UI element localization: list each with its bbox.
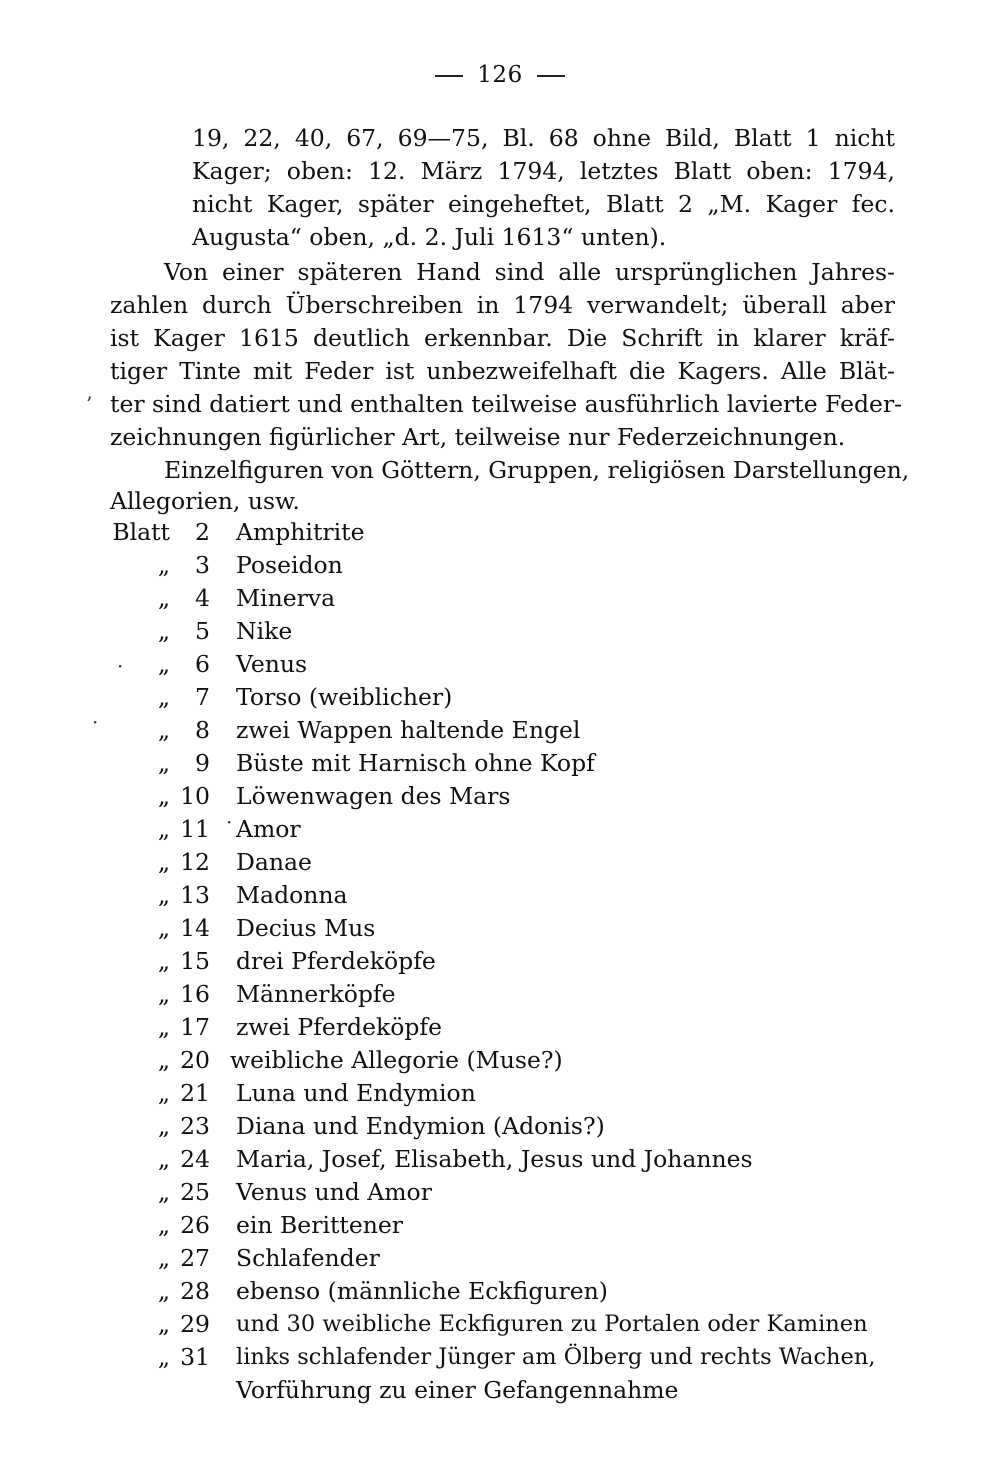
margin-mark: · bbox=[117, 654, 124, 678]
page-number-dash-right bbox=[537, 75, 565, 77]
text-line: Einzelfiguren von Göttern, Gruppen, religiösen Darstellungen, bbox=[164, 456, 910, 484]
entry-title: Madonna bbox=[236, 881, 348, 909]
ditto-mark: „ bbox=[157, 1046, 170, 1074]
entry-title: weibliche Allegorie (Muse?) bbox=[230, 1046, 563, 1074]
text-line: 19, 22, 40, 67, 69—75, Bl. 68 ohne Bild, Blatt 1 nicht bbox=[192, 124, 895, 152]
entry-title: Poseidon bbox=[236, 551, 343, 579]
ditto-mark: „ bbox=[157, 584, 170, 612]
entry-title: Büste mit Harnisch ohne Kopf bbox=[236, 749, 595, 777]
ditto-mark: „ bbox=[157, 1145, 170, 1173]
ditto-mark: „ bbox=[157, 1310, 170, 1338]
entry-number: 15 bbox=[180, 947, 210, 975]
entry-number: 12 bbox=[180, 848, 210, 876]
entry-number: 20 bbox=[180, 1046, 210, 1074]
entry-number: 14 bbox=[180, 914, 210, 942]
entry-title: Amor bbox=[236, 815, 301, 843]
entry-number: 21 bbox=[180, 1079, 210, 1107]
text-line: Augusta“ oben, „d. 2. Juli 1613“ unten). bbox=[192, 223, 667, 251]
entry-number: 31 bbox=[180, 1343, 210, 1371]
entry-title: zwei Wappen haltende Engel bbox=[236, 716, 581, 744]
entry-number: 29 bbox=[180, 1310, 210, 1338]
text-line: Allegorien, usw. bbox=[110, 487, 300, 515]
page-number: 126 bbox=[477, 62, 523, 88]
ditto-mark: „ bbox=[157, 1079, 170, 1107]
text-line: Kager; oben: 12. März 1794, letztes Blatt oben: 1794, bbox=[192, 157, 895, 185]
margin-mark: · bbox=[92, 710, 99, 734]
text-line: zeichnungen figürlicher Art, teilweise nur Federzeichnungen. bbox=[110, 423, 846, 451]
text-line: ist Kager 1615 deutlich erkennbar. Die Schrift in klarer kräf- bbox=[110, 324, 895, 352]
ditto-mark: „ bbox=[157, 1244, 170, 1272]
text-line: tiger Tinte mit Feder ist unbezweifelhaft die Kagers. Alle Blät- bbox=[110, 357, 895, 385]
entry-title: Männerköpfe bbox=[236, 980, 396, 1008]
entry-title: Minerva bbox=[236, 584, 336, 612]
ditto-mark: „ bbox=[157, 551, 170, 579]
ditto-mark: „ bbox=[157, 617, 170, 645]
entry-title: zwei Pferdeköpfe bbox=[236, 1013, 443, 1041]
entry-title: ein Berittener bbox=[236, 1211, 404, 1239]
margin-mark: ’ bbox=[86, 392, 93, 416]
text-line: zahlen durch Überschreiben in 1794 verwandelt; überall aber bbox=[110, 291, 895, 319]
text-line: ter sind datiert und enthalten teilweise ausführlich lavierte Feder- bbox=[110, 390, 903, 418]
entry-title: ebenso (männliche Eckfiguren) bbox=[236, 1277, 608, 1305]
entry-title-continuation: Vorführung zu einer Gefangennahme bbox=[236, 1376, 679, 1404]
entry-number: 11 bbox=[180, 815, 210, 843]
page-number-dash-left bbox=[435, 75, 463, 77]
entry-title: links schlafender Jünger am Ölberg und rechts Wachen, bbox=[236, 1344, 876, 1370]
entry-number: 3 bbox=[195, 551, 210, 579]
entry-number: 26 bbox=[180, 1211, 210, 1239]
entry-number: 13 bbox=[180, 881, 210, 909]
ditto-mark: „ bbox=[157, 716, 170, 744]
entry-title: Torso (weiblicher) bbox=[236, 683, 453, 711]
entry-number: 9 bbox=[195, 749, 210, 777]
entry-number: 5 bbox=[195, 617, 210, 645]
ditto-mark: „ bbox=[157, 782, 170, 810]
margin-mark: · bbox=[226, 810, 233, 834]
entry-title: Diana und Endymion (Adonis?) bbox=[236, 1112, 605, 1140]
entry-number: 7 bbox=[195, 683, 210, 711]
ditto-mark: „ bbox=[157, 683, 170, 711]
entry-title: und 30 weibliche Eckfiguren zu Portalen oder Kaminen bbox=[236, 1311, 868, 1337]
entry-title: drei Pferdeköpfe bbox=[236, 947, 436, 975]
entry-title: Nike bbox=[236, 617, 293, 645]
ditto-mark: „ bbox=[157, 881, 170, 909]
entry-number: 10 bbox=[180, 782, 210, 810]
entry-prefix: Blatt bbox=[112, 518, 170, 546]
entry-title: Decius Mus bbox=[236, 914, 376, 942]
entry-title: Schlafender bbox=[236, 1244, 380, 1272]
entry-number: 4 bbox=[195, 584, 210, 612]
entry-number: 2 bbox=[195, 518, 210, 546]
ditto-mark: „ bbox=[157, 650, 170, 678]
ditto-mark: „ bbox=[157, 1277, 170, 1305]
ditto-mark: „ bbox=[157, 980, 170, 1008]
ditto-mark: „ bbox=[157, 1013, 170, 1041]
entry-number: 27 bbox=[180, 1244, 210, 1272]
entry-number: 24 bbox=[180, 1145, 210, 1173]
entry-title: Löwenwagen des Mars bbox=[236, 782, 511, 810]
ditto-mark: „ bbox=[157, 1211, 170, 1239]
entry-number: 17 bbox=[180, 1013, 210, 1041]
entry-number: 6 bbox=[195, 650, 210, 678]
ditto-mark: „ bbox=[157, 1343, 170, 1371]
entry-title: Luna und Endymion bbox=[236, 1079, 476, 1107]
entry-number: 25 bbox=[180, 1178, 210, 1206]
entry-title: Danae bbox=[236, 848, 312, 876]
entry-title: Amphitrite bbox=[236, 518, 365, 546]
entry-title: Venus bbox=[236, 650, 308, 678]
text-line: nicht Kager, später eingeheftet, Blatt 2 „M. Kager fec. bbox=[192, 190, 895, 218]
entry-number: 23 bbox=[180, 1112, 210, 1140]
entry-title: Venus und Amor bbox=[236, 1178, 432, 1206]
ditto-mark: „ bbox=[157, 815, 170, 843]
ditto-mark: „ bbox=[157, 947, 170, 975]
entry-number: 28 bbox=[180, 1277, 210, 1305]
entry-number: 8 bbox=[195, 716, 210, 744]
text-line: Von einer späteren Hand sind alle ursprünglichen Jahres- bbox=[164, 258, 895, 286]
ditto-mark: „ bbox=[157, 848, 170, 876]
entry-title: Maria, Josef, Elisabeth, Jesus und Johannes bbox=[236, 1145, 753, 1173]
ditto-mark: „ bbox=[157, 749, 170, 777]
entry-number: 16 bbox=[180, 980, 210, 1008]
ditto-mark: „ bbox=[157, 914, 170, 942]
ditto-mark: „ bbox=[157, 1112, 170, 1140]
ditto-mark: „ bbox=[157, 1178, 170, 1206]
page-number-row bbox=[0, 58, 1000, 92]
